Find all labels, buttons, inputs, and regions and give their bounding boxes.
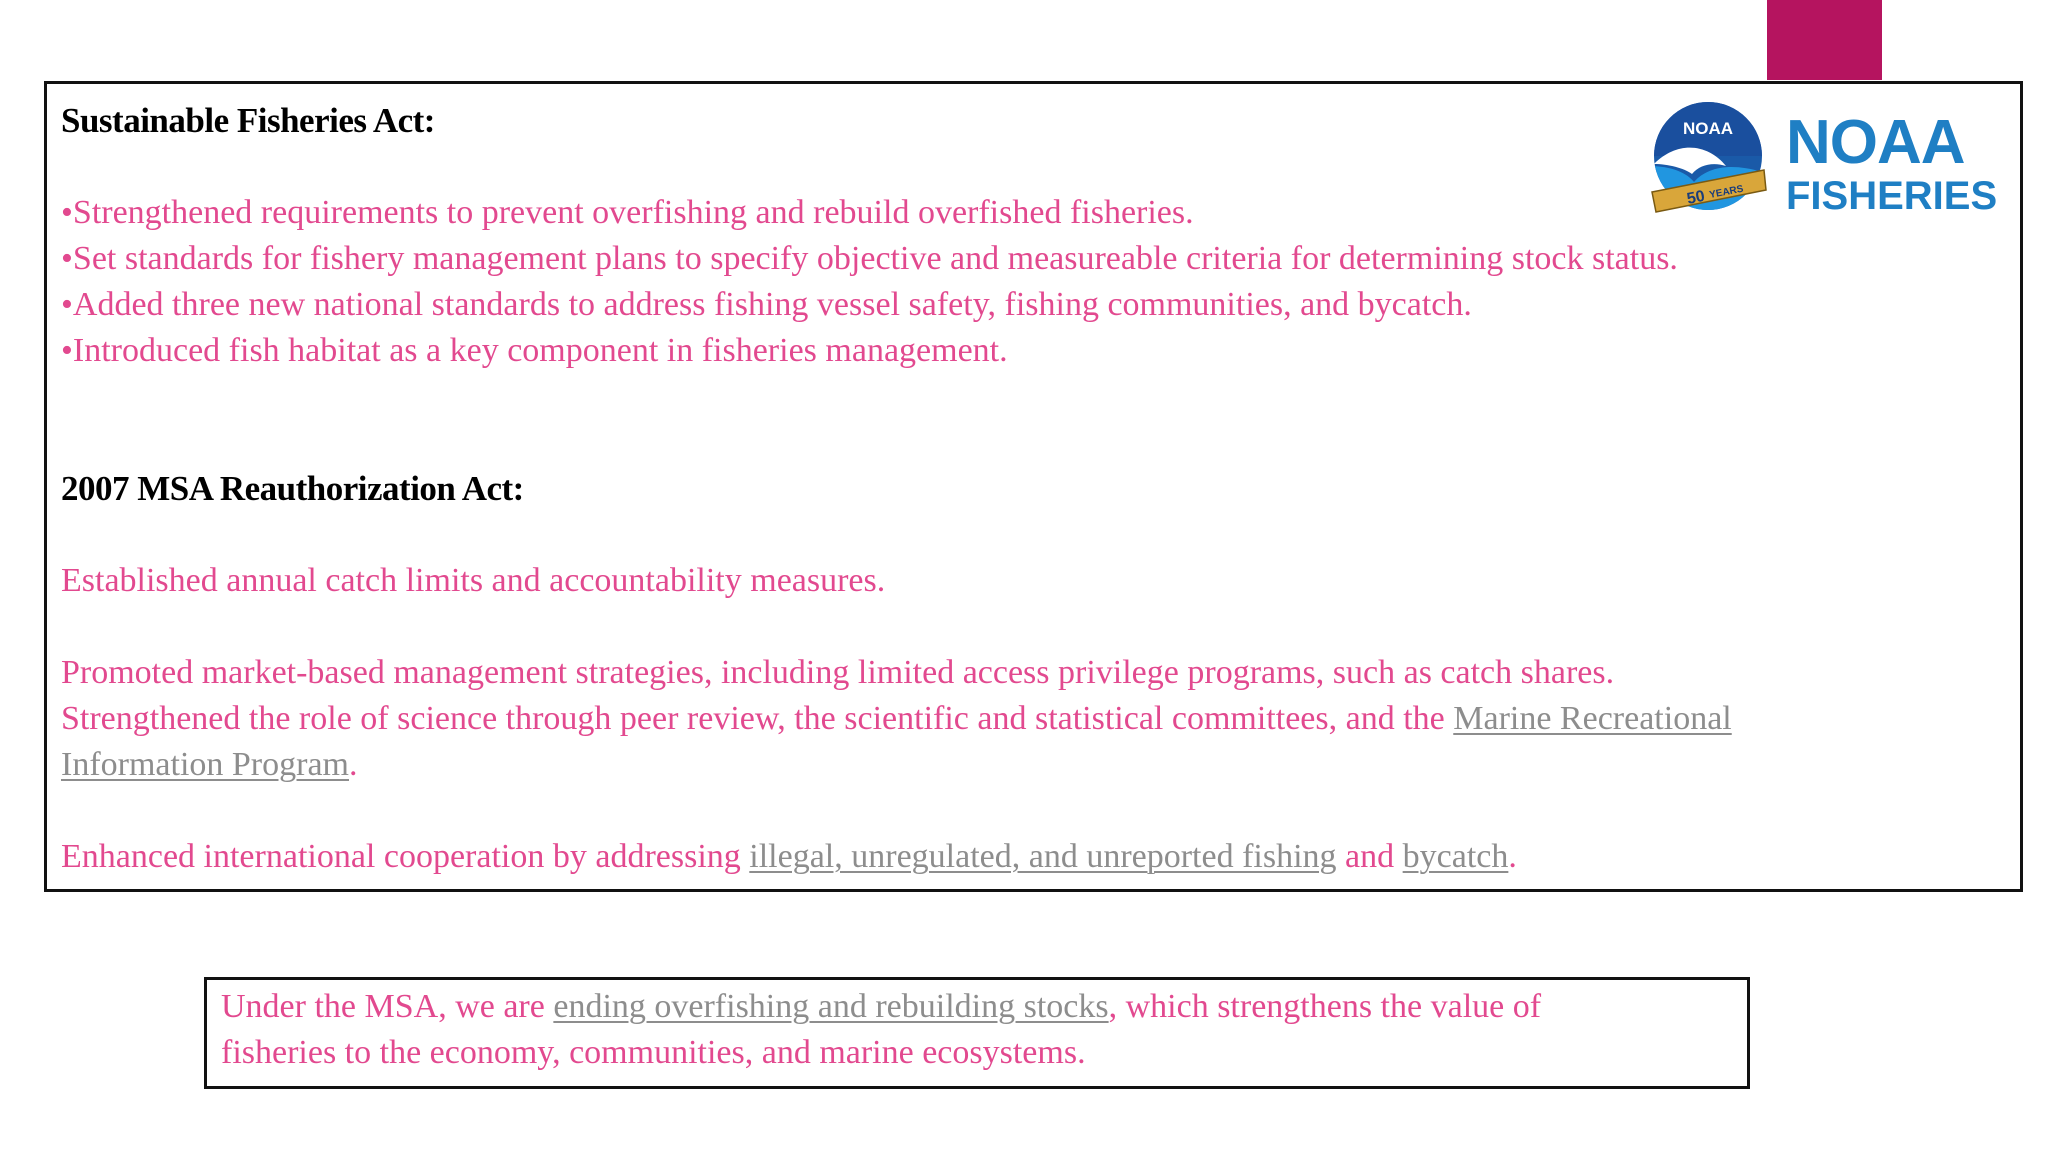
- sfa-bullet-1: •Strengthened requirements to prevent overfishing and rebuild overfished fisheries.: [61, 194, 1194, 231]
- sfa-bullet-4: •Introduced fish habitat as a key component in fisheries management.: [61, 332, 1008, 369]
- mrip-link[interactable]: Marine Recreational: [1453, 700, 1732, 737]
- msa2007-p3-line1: [61, 696, 2006, 742]
- msa2007-p3-end: .: [349, 746, 358, 783]
- spacer: [61, 604, 2006, 650]
- msa2007-p2: Promoted market-based management strategies, including limited access privilege programs, such as catch shares.: [61, 654, 1615, 691]
- svg-text:NOAA: NOAA: [1682, 119, 1734, 138]
- accent-bar: [1767, 0, 1882, 80]
- noaa-emblem-icon: [1648, 100, 1768, 220]
- bycatch-link[interactable]: bycatch: [1402, 838, 1509, 875]
- spacer: [61, 374, 2006, 466]
- msa2007-p1: Established annual catch limits and accountability measures.: [61, 562, 886, 599]
- summary-text-after: , which strengthens the value of: [1108, 988, 1542, 1025]
- msa2007-p3-line2: [61, 742, 2006, 788]
- msa2007-p4-mid: and: [1336, 838, 1403, 875]
- summary-box: [204, 977, 1750, 1089]
- sfa-bullet-2: •Set standards for fishery management plans to specify objective and measureable criteria for determining stock status.: [61, 240, 1678, 277]
- msa2007-p4-text: Enhanced international cooperation by addressing: [61, 838, 750, 875]
- svg-text:50: 50: [1685, 187, 1707, 208]
- sfa-bullet-3: •Added three new national standards to address fishing vessel safety, fishing communities, and bycatch.: [61, 286, 1472, 323]
- svg-text:YEARS: YEARS: [1708, 183, 1745, 201]
- summary-line1: [221, 984, 1733, 1030]
- ending-overfishing-link[interactable]: ending overfishing and rebuilding stocks: [553, 988, 1109, 1025]
- sfa-title: Sustainable Fisheries Act:: [61, 101, 435, 140]
- summary-text-before: Under the MSA, we are: [221, 988, 554, 1025]
- noaa-fisheries-logo: [1648, 100, 1998, 225]
- msa2007-p3-text: Strengthened the role of science through peer review, the scientific and statistical committees, and the: [61, 700, 1454, 737]
- msa2007-p4-end: .: [1508, 838, 1517, 875]
- msa2007-title: 2007 MSA Reauthorization Act:: [61, 469, 524, 508]
- iuu-fishing-link[interactable]: illegal, unregulated, and unreported fishing: [749, 838, 1337, 875]
- noaa-fisheries-wordmark: [1786, 108, 1998, 218]
- mrip-link-continued[interactable]: Information Program: [61, 746, 349, 783]
- wordmark-noaa: NOAA: [1786, 108, 1965, 177]
- spacer: [61, 512, 2006, 558]
- spacer: [61, 788, 2006, 834]
- summary-line2: fisheries to the economy, communities, and marine ecosystems.: [221, 1034, 1086, 1071]
- msa2007-p4: [61, 834, 2006, 880]
- wordmark-fisheries: FISHERIES: [1786, 174, 1998, 218]
